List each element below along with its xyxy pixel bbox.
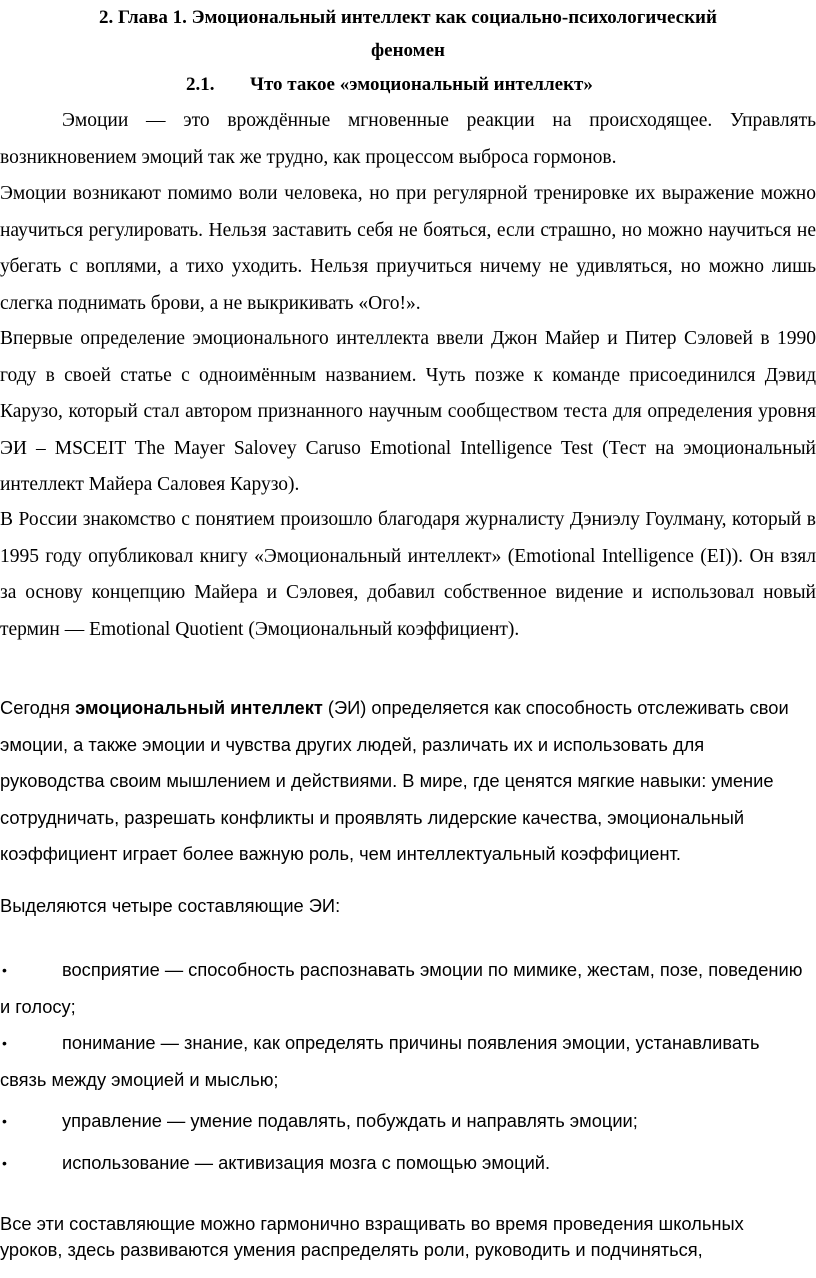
paragraph-final: Все эти составляющие можно гармонично взращивать во время проведения школьных уроков, здесь развиваются умения распределять роли, руководить и подчиняться,: [0, 1213, 744, 1260]
definition-text-end: (ЭИ) определяется как способность отслеживать свои эмоции, а также эмоции и чувства других людей, различать их и использовать для руководства своим мышлением и действиями. В мире, где ценятся мягкие навыки: умение сотрудничать, разрешать конфликты и проявлять лидерские качества, эмоциональный коэффициент играет более важную роль, чем интеллектуальный коэффициент.: [0, 697, 789, 864]
definition-text-start: Сегодня: [0, 697, 76, 718]
chapter-heading-line2: феномен: [371, 40, 445, 61]
list-item: [0, 1145, 810, 1182]
section-heading: [186, 67, 593, 103]
chapter-heading-line1: 2. Глава 1. Эмоциональный интеллект как социально-психологический: [99, 7, 717, 28]
list-item: [0, 952, 810, 1025]
bullet-icon: •: [2, 1035, 7, 1051]
paragraph-emotions-intro: [0, 103, 816, 176]
bullet-icon: •: [2, 1113, 7, 1129]
paragraph-russia: В России знакомство с понятием произошло благодаря журналисту Дэниэлу Гоулману, который в 1995 году опубликовал книгу «Эмоциональный интеллект» (Emotional Intelligence (EI)). Он взял за основу концепцию Майера и Сэловея, добавил собственное видение и использовал новый термин — Emotional Quotient (Эмоциональный коэффициент).: [0, 509, 816, 640]
list-item-text: управление — умение подавлять, побуждать и направлять эмоции;: [62, 1110, 638, 1131]
bullet-icon: •: [2, 962, 7, 978]
section-title: Что такое «эмоциональный интеллект»: [250, 74, 593, 95]
list-item: [0, 1025, 810, 1098]
paragraph-emotions-regulation: Эмоции возникают помимо воли человека, но при регулярной тренировке их выражение можно научиться регулировать. Нельзя заставить себя не бояться, если страшно, но можно научиться не убегать с воплями, а тихо уходить. Нельзя приучиться ничему не удивляться, но можно лишь слегка поднимать брови, а не выкрикивать «Ого!».: [0, 183, 816, 314]
list-item-text: восприятие — способность распознавать эмоции по мимике, жестам, позе, поведению и голосу;: [0, 959, 803, 1017]
list-item-text: понимание — знание, как определять причины появления эмоции, устанавливать связь между эмоцией и мыслью;: [0, 1032, 760, 1090]
list-item-text: использование — активизация мозга с помощью эмоций.: [62, 1152, 551, 1173]
paragraph-text: Эмоции — это врождённые мгновенные реакции на происходящее. Управлять возникновением эмоций так же трудно, как процессом выброса гормонов.: [0, 110, 816, 168]
list-item: [0, 1103, 810, 1140]
definition-term: эмоциональный интеллект: [75, 697, 323, 718]
bullet-icon: •: [2, 1155, 7, 1171]
paragraph-components-intro: Выделяются четыре составляющие ЭИ:: [0, 895, 341, 916]
paragraph-history: Впервые определение эмоционального интеллекта ввели Джон Майер и Питер Сэловей в 1990 году в своей статье с одноимённым названием. Чуть позже к команде присоединился Дэвид Карузо, который стал автором признанного научным сообществом теста для определения уровня ЭИ – MSCEIT The Mayer Salovey Caruso Emotional Intelligence Test (Тест на эмоциональный интеллект Майера Саловея Карузо).: [0, 328, 816, 495]
section-number: 2.1.: [186, 74, 215, 95]
paragraph-definition: [0, 690, 800, 873]
